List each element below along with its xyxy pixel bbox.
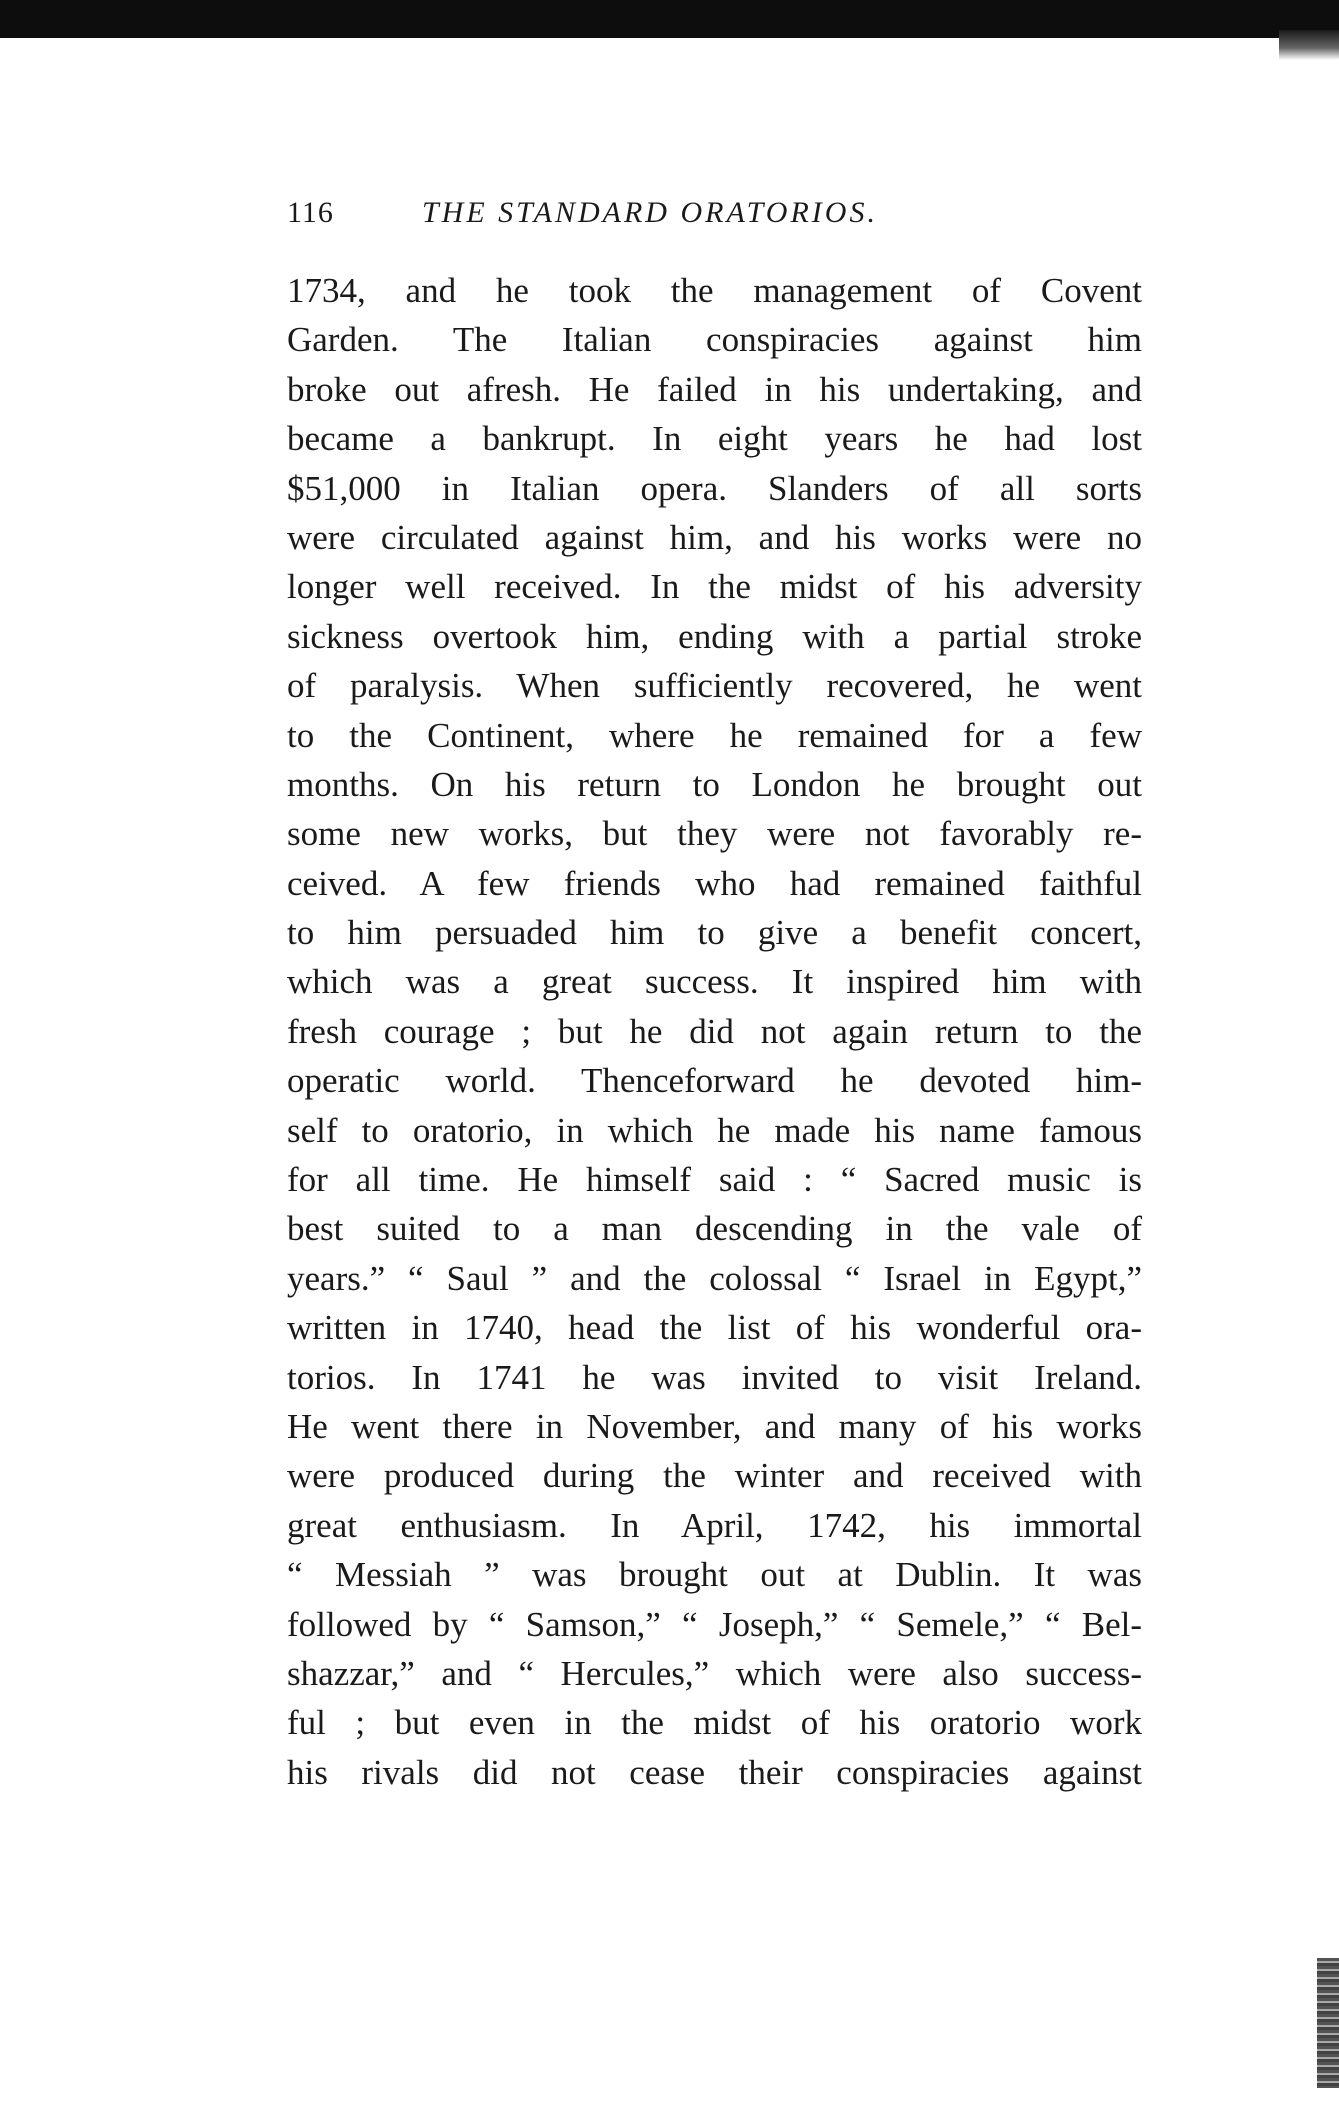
text-line: which was a great success. It inspired him with xyxy=(287,962,1142,1002)
text-line: some new works, but they were not favorably re- xyxy=(287,814,1142,854)
page-header xyxy=(287,192,1009,234)
text-line: ful ; but even in the midst of his oratorio work xyxy=(287,1703,1142,1743)
text-line: to him persuaded him to give a benefit concert, xyxy=(287,913,1142,953)
text-line: broke out afresh. He failed in his undertaking, and xyxy=(287,369,1142,409)
text-line: “ Messiah ” was brought out at Dublin. It was xyxy=(287,1555,1142,1595)
body-text xyxy=(287,266,1142,1797)
text-line: written in 1740, head the list of his wonderful ora- xyxy=(287,1308,1142,1348)
text-line: He went there in November, and many of his works xyxy=(287,1406,1142,1446)
text-line: ceived. A few friends who had remained faithful xyxy=(287,863,1142,903)
text-line: operatic world. Thenceforward he devoted him- xyxy=(287,1061,1142,1101)
text-line: to the Continent, where he remained for a few xyxy=(287,715,1142,755)
text-line: 1734, and he took the management of Covent xyxy=(287,271,1142,310)
scan-top-edge xyxy=(0,0,1339,38)
text-line: followed by “ Samson,” “ Joseph,” “ Semele,” “ Bel- xyxy=(287,1604,1142,1644)
text-line: were produced during the winter and received with xyxy=(287,1456,1142,1496)
text-line: longer well received. In the midst of his adversity xyxy=(287,567,1142,607)
text-line: Garden. The Italian conspiracies against him xyxy=(287,320,1142,360)
running-title: THE STANDARD ORATORIOS. xyxy=(422,196,878,229)
text-line: became a bankrupt. In eight years he had lost xyxy=(287,419,1142,459)
page-number: 116 xyxy=(287,196,334,229)
text-line: self to oratorio, in which he made his name famous xyxy=(287,1110,1142,1150)
scan-corner-shadow xyxy=(1279,30,1339,60)
text-line: torios. In 1741 he was invited to visit Ireland. xyxy=(287,1357,1142,1397)
text-line: fresh courage ; but he did not again return to the xyxy=(287,1011,1142,1051)
text-line: were circulated against him, and his works were no xyxy=(287,517,1142,557)
text-line: of paralysis. When sufficiently recovered, he went xyxy=(287,666,1142,706)
text-line: $51,000 in Italian opera. Slanders of all sorts xyxy=(287,468,1142,508)
text-line: months. On his return to London he brought out xyxy=(287,764,1142,804)
text-line: best suited to a man descending in the vale of xyxy=(287,1209,1142,1249)
text-line: shazzar,” and “ Hercules,” which were also success- xyxy=(287,1653,1142,1693)
text-line: for all time. He himself said : “ Sacred music is xyxy=(287,1160,1142,1200)
text-line: his rivals did not cease their conspiracies against xyxy=(287,1752,1142,1792)
text-line: sickness overtook him, ending with a partial stroke xyxy=(287,616,1142,656)
text-line: years.” “ Saul ” and the colossal “ Israel in Egypt,” xyxy=(287,1258,1142,1298)
text-line: great enthusiasm. In April, 1742, his immortal xyxy=(287,1505,1142,1545)
scan-edge-artifact xyxy=(1317,1958,1339,2088)
